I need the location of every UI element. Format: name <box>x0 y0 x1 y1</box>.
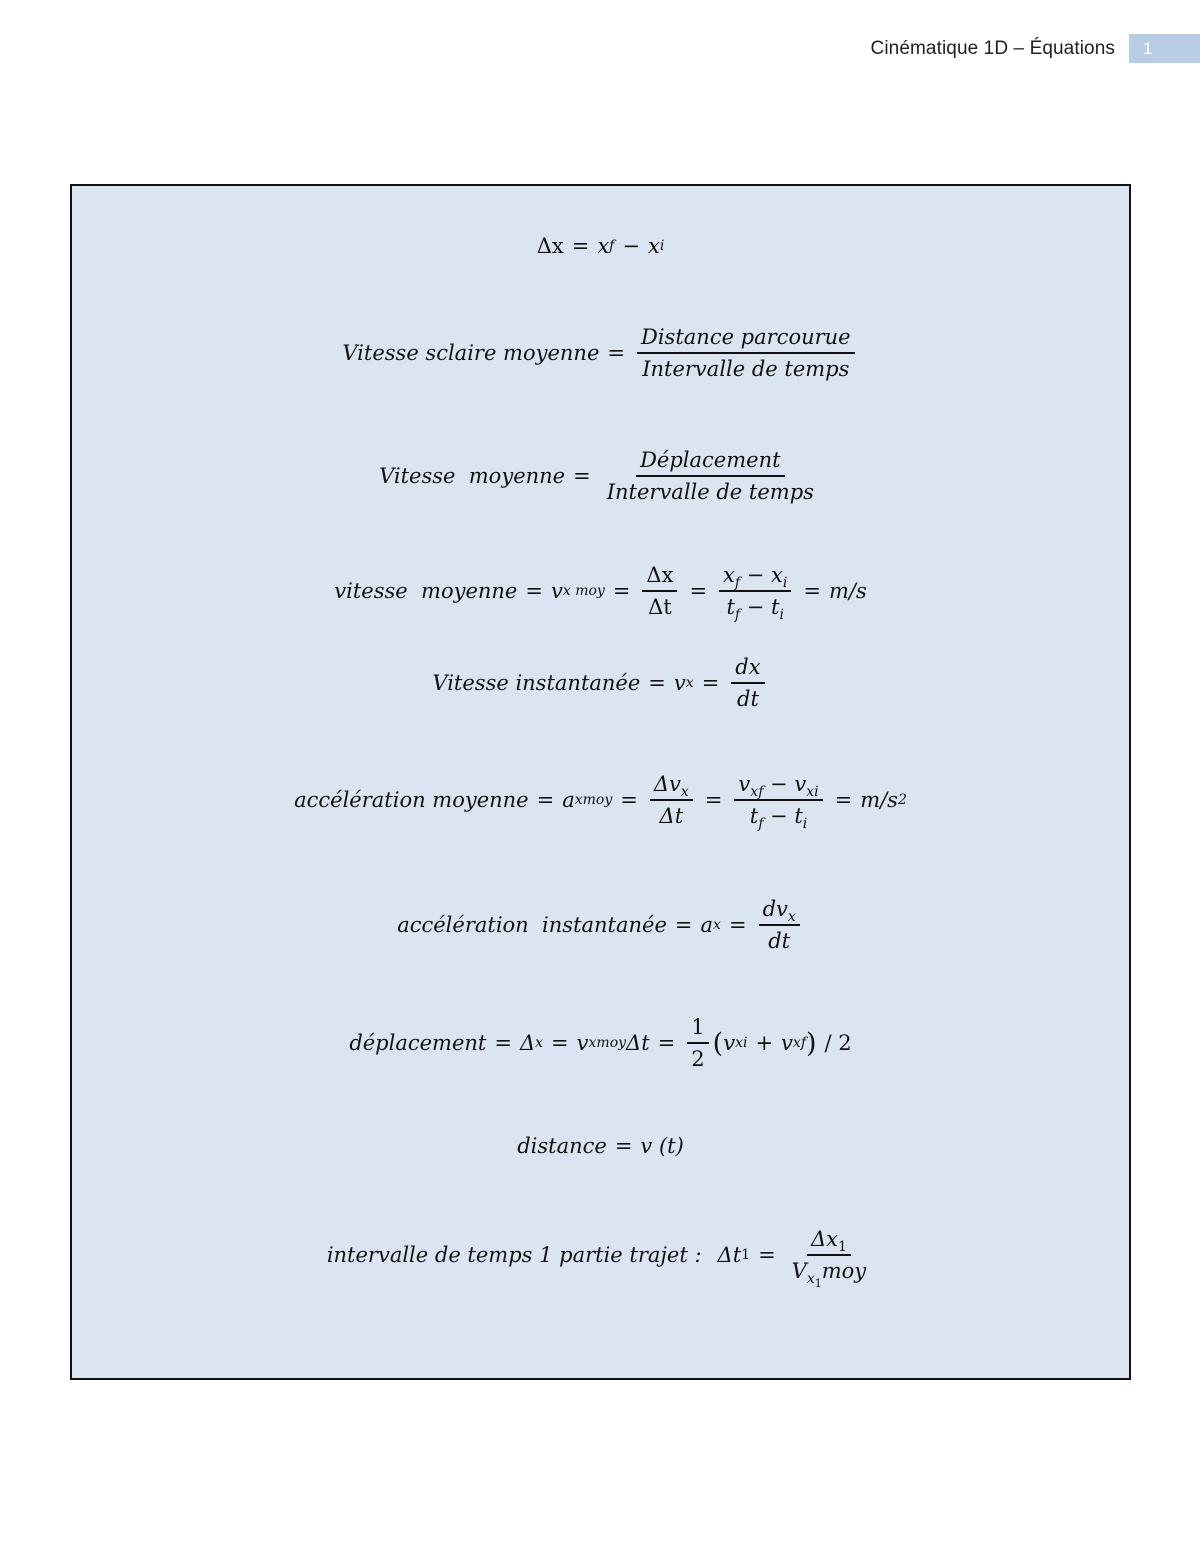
fraction: $\frac{\Delta v_x}{\Delta t}$ <box>650 771 693 830</box>
equations-box <box>70 184 1131 1380</box>
page-number: 1 <box>1129 34 1200 63</box>
equation-displacement-definition: Δx = x f − x i <box>536 234 665 258</box>
fraction: $\frac{v_{xf} - v_{xi}}{t_f - t_i}$ <box>734 771 822 830</box>
header-title: Cinématique 1D – Équations <box>870 37 1115 59</box>
equation-distance: distance = v (t) <box>517 1134 684 1158</box>
fraction: $\frac{dx}{dt}$ <box>731 654 764 713</box>
fraction: $\frac{dv_x}{dt}$ <box>759 896 800 955</box>
equation-average-acceleration: accélération moyenne = a xmoy = $\frac{\Delta v_x}{\Delta t}$ = $\frac{v_{xf} - v_{xi}}{t_f - t_i}$ = m/s 2 <box>294 772 907 833</box>
fraction: $\frac{x_f - x_i}{t_f - t_i}$ <box>719 562 791 621</box>
fraction: $\frac{\text{Déplacement}}{\text{Intervalle de temps}}$ <box>606 448 814 505</box>
page-header <box>871 34 1200 63</box>
fraction: $\frac{1}{2}$ <box>687 1014 708 1073</box>
equation-time-interval-segment: intervalle de temps 1 partie trajet : Δt 1 = $\frac{\Delta x_1}{V_{x_1}moy}$ <box>72 1226 1129 1285</box>
equation-instantaneous-acceleration: accélération instantanée = a x = $\frac{dv_x}{dt}$ <box>72 896 1129 955</box>
equation-average-velocity: vitesse moyenne = v x moy = $\frac{\Delta x}{\Delta t}$ = $\frac{x_f - x_i}{t_f - t_i}$ = m/s <box>334 563 867 624</box>
equation-instantaneous-velocity: Vitesse instantanée = v x = $\frac{dx}{dt}$ <box>72 654 1129 713</box>
fraction: $\frac{\Delta x_1}{V_{x_1}moy}$ <box>791 1227 867 1291</box>
equation-displacement: déplacement = Δ x = v xmoy Δt = $\frac{1}{2}$ ( v xi + v xf ) / 2 <box>349 1015 852 1072</box>
equation-average-scalar-speed: Vitesse sclaire moyenne = $\frac{\text{Distance parcourue}}{\text{Intervalle de temps}}$ <box>72 324 1129 383</box>
equation-average-velocity-words: Vitesse moyenne = $\frac{\text{Déplacement}}{\text{Intervalle de temps}}$ <box>72 447 1129 506</box>
fraction: $\frac{\text{Distance parcourue}}{\text{Intervalle de temps}}$ <box>637 324 855 383</box>
fraction: $\frac{\Delta x}{\Delta t}$ <box>642 562 677 621</box>
